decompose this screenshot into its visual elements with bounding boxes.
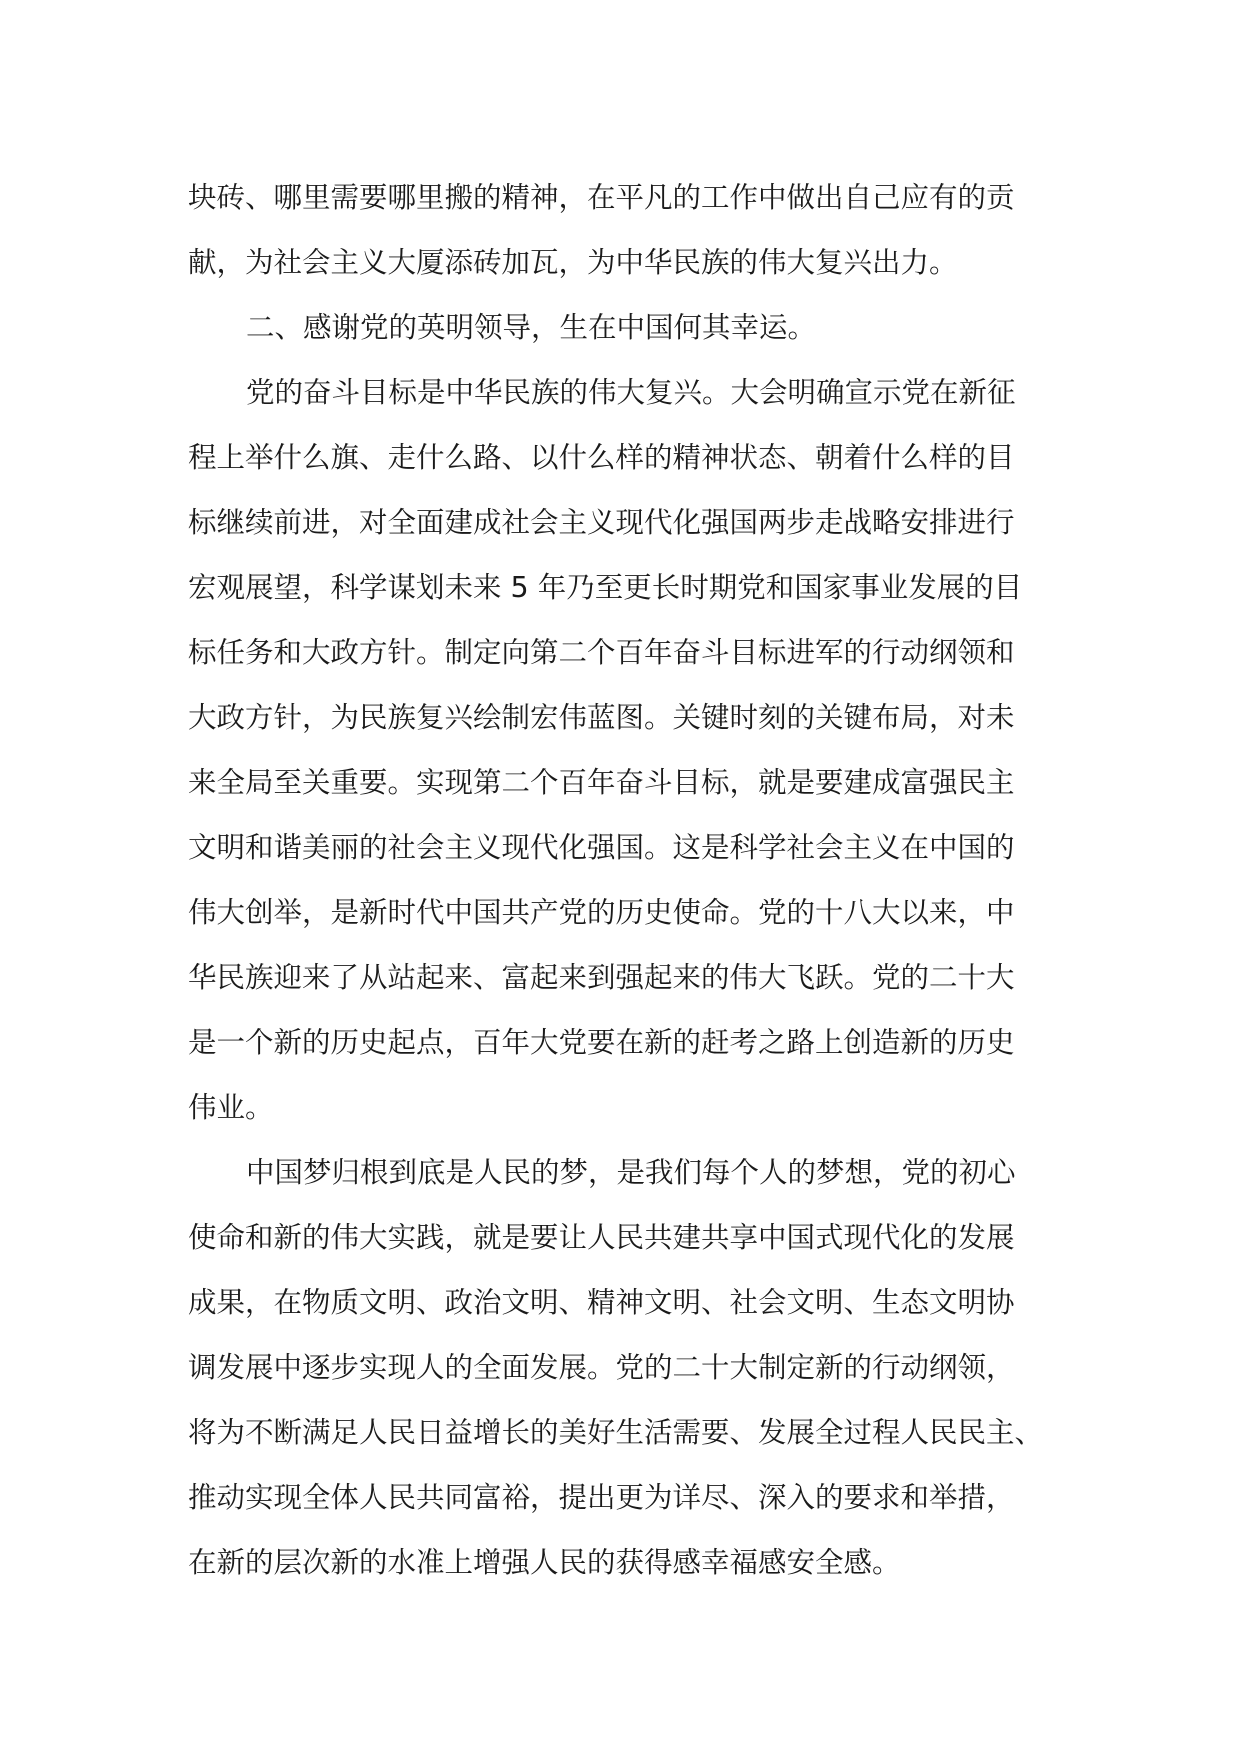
text-line: 伟大创举，是新时代中国共产党的历史使命。党的十八大以来，中 [188,896,1015,929]
text-line: 成果，在物质文明、政治文明、精神文明、社会文明、生态文明协 [188,1286,1015,1319]
text-line: 大政方针，为民族复兴绘制宏伟蓝图。关键时刻的关键布局，对未 [188,701,1015,734]
text-line: 伟业。 [188,1091,274,1124]
text-line: 二、感谢党的英明领导，生在中国何其幸运。 [246,311,817,344]
text-line: 是一个新的历史起点，百年大党要在新的赶考之路上创造新的历史 [188,1026,1015,1059]
text-line: 将为不断满足人民日益增长的美好生活需要、发展全过程人民民主、 [188,1416,1044,1449]
text-line: 宏观展望，科学谋划未来 5 年乃至更长时期党和国家事业发展的目 [188,571,1023,604]
text-line: 在新的层次新的水准上增强人民的获得感幸福感安全感。 [188,1546,901,1579]
text-line: 献，为社会主义大厦添砖加瓦，为中华民族的伟大复兴出力。 [188,246,958,279]
text-line: 华民族迎来了从站起来、富起来到强起来的伟大飞跃。党的二十大 [188,961,1015,994]
text-line: 调发展中逐步实现人的全面发展。党的二十大制定新的行动纲领， [188,1351,1015,1384]
text-line: 标继续前进，对全面建成社会主义现代化强国两步走战略安排进行 [188,506,1015,539]
text-line: 文明和谐美丽的社会主义现代化强国。这是科学社会主义在中国的 [188,831,1015,864]
text-line: 程上举什么旗、走什么路、以什么样的精神状态、朝着什么样的目 [188,441,1015,474]
text-line: 标任务和大政方针。制定向第二个百年奋斗目标进军的行动纲领和 [188,636,1015,669]
text-line: 党的奋斗目标是中华民族的伟大复兴。大会明确宣示党在新征 [246,376,1016,409]
text-line: 块砖、哪里需要哪里搬的精神，在平凡的工作中做出自己应有的贡 [188,181,1015,214]
document-body [188,165,1068,1595]
text-line: 使命和新的伟大实践，就是要让人民共建共享中国式现代化的发展 [188,1221,1015,1254]
text-line: 推动实现全体人民共同富裕，提出更为详尽、深入的要求和举措， [188,1481,1015,1514]
text-line: 中国梦归根到底是人民的梦，是我们每个人的梦想，党的初心 [246,1156,1016,1189]
text-line: 来全局至关重要。实现第二个百年奋斗目标，就是要建成富强民主 [188,766,1015,799]
